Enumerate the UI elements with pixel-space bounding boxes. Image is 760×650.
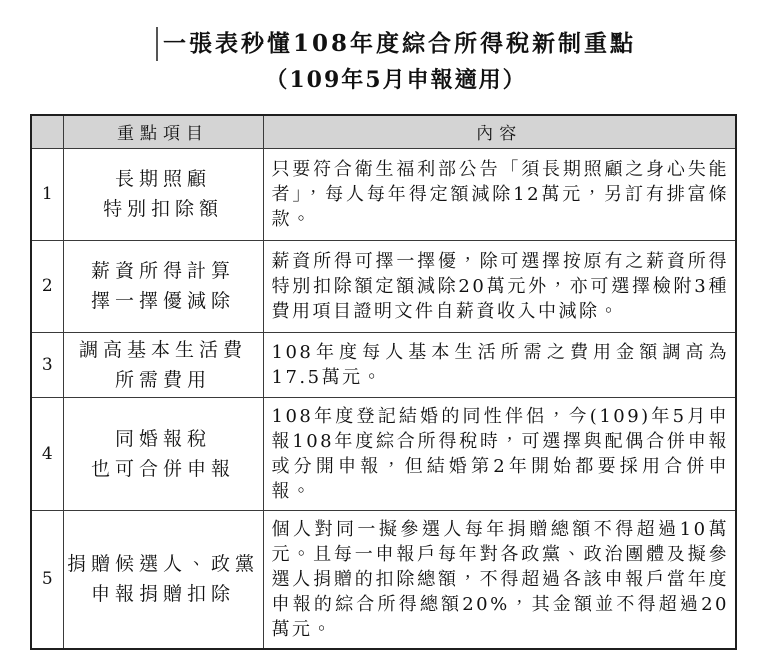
row-content: 108年度登記結婚的同性伴侶，今(109)年5月申報108年度綜合所得稅時，可選擇與配偶合併申報或分開申報，但結婚第2年開始都要採用合併申報。	[263, 397, 736, 510]
row-number: 5	[31, 510, 63, 649]
row-content: 只要符合衛生福利部公告「須長期照顧之身心失能者」，每人每年得定額減除12萬元，另訂有排富條款。	[263, 148, 736, 240]
row-number: 3	[31, 332, 63, 397]
row-content: 薪資所得可擇一擇優，除可選擇按原有之薪資所得特別扣除額定額減除20萬元外，亦可選擇檢附3種費用項目證明文件自薪資收入中減除。	[263, 240, 736, 332]
row-item	[63, 148, 263, 240]
row-item-line1: 同婚報稅	[114, 427, 211, 450]
table-body	[31, 148, 736, 649]
title-left-bar	[156, 27, 158, 61]
row-number: 2	[31, 240, 63, 332]
tax-highlights-table	[30, 114, 737, 650]
row-content: 108年度每人基本生活所需之費用金額調高為17.5萬元。	[263, 332, 736, 397]
row-number: 1	[31, 148, 63, 240]
row-item-line1: 調高基本生活費	[78, 338, 247, 361]
page-title: 一張表秒懂108年度綜合所得稅新制重點	[162, 30, 636, 57]
row-item-line2: 特別扣除額	[102, 198, 223, 220]
row-item-line2: 所需費用	[114, 368, 211, 391]
page-subtitle: （109年5月申報適用）	[265, 67, 527, 93]
row-content: 個人對同一擬參選人每年捐贈總額不得超過10萬元。且每一申報戶每年對各政黨、政治團體及擬參選人捐贈的扣除總額，不得超過各該申報戶當年度申報的綜合所得總額20%，其金額並不得超過20萬元。	[263, 510, 736, 649]
row-item-line1: 長期照顧	[114, 168, 211, 190]
table-row	[31, 148, 736, 240]
row-number: 4	[31, 397, 63, 510]
row-item	[63, 332, 263, 397]
row-item	[63, 240, 263, 332]
row-item-line2: 也可合併申報	[90, 457, 235, 480]
row-item-line2: 擇一擇優減除	[90, 290, 235, 312]
row-item-line2: 申報捐贈扣除	[90, 583, 235, 605]
row-item	[63, 397, 263, 510]
row-item	[63, 510, 263, 649]
table-row	[31, 332, 736, 397]
header-cell-index	[31, 115, 63, 148]
page-title-row	[32, 26, 760, 62]
table-row	[31, 510, 736, 649]
table-header-row	[31, 115, 736, 148]
header-cell-content: 內容	[263, 115, 736, 148]
header-cell-item: 重點項目	[63, 115, 263, 148]
title-block	[0, 26, 760, 96]
table-row	[31, 240, 736, 332]
table-row	[31, 397, 736, 510]
row-item-line1: 薪資所得計算	[90, 260, 235, 282]
row-item-line1: 捐贈候選人、政黨	[66, 553, 259, 575]
